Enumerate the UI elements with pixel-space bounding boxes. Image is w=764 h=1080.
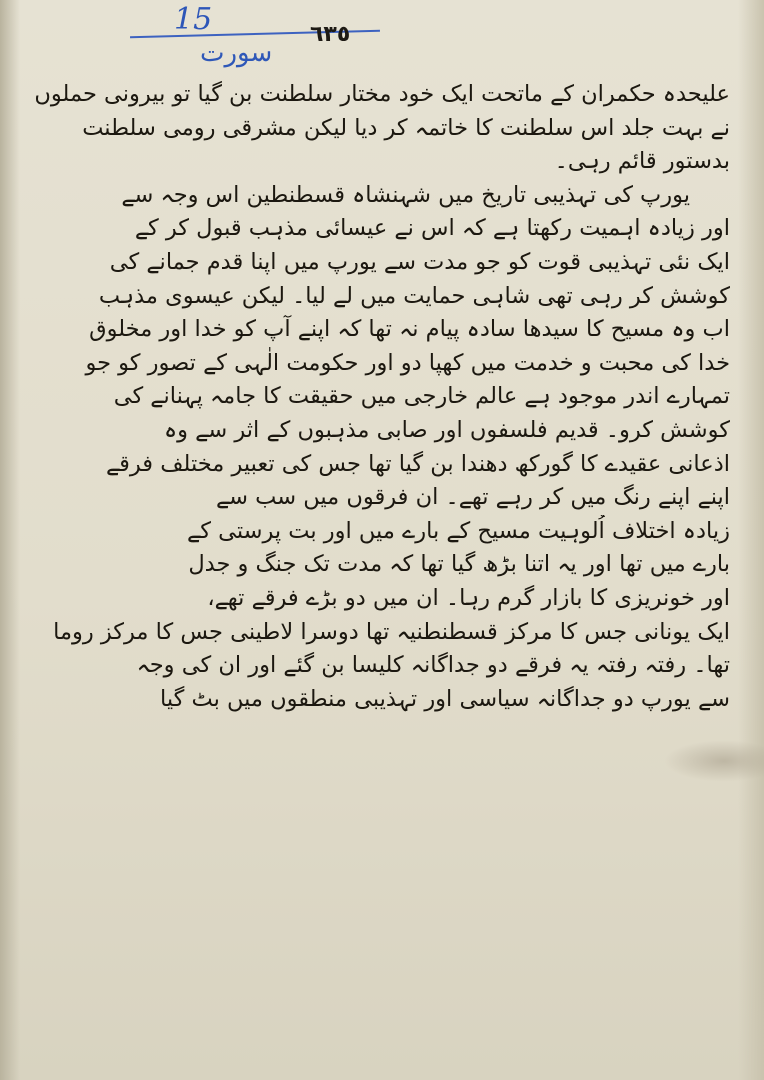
folio-number: 15 — [174, 2, 213, 37]
text-line: زیادہ اختلاف اُلوہیت مسیح کے بارے میں اور بت پرستی کے — [187, 517, 730, 544]
page-header — [130, 0, 390, 72]
page-number: ٦٣٥ — [310, 22, 351, 47]
text-line: بدستور قائم رہی۔ — [554, 148, 730, 175]
text-line: تھا۔ رفتہ رفتہ یہ فرقے دو جداگانہ کلیسا بن گئے اور ان کی وجہ — [136, 652, 730, 679]
text-line: یورپ کی تہذیبی تاریخ میں شہنشاہ قسطنطین اس وجہ سے — [121, 181, 690, 208]
text-line: نے بہت جلد اس سلطنت کا خاتمہ کر دیا لیکن مشرقی رومی سلطنت — [82, 114, 730, 141]
text-line: اپنے اپنے رنگ میں کر رہے تھے۔ ان فرقوں میں سب سے — [215, 484, 730, 511]
paper-stain — [664, 740, 764, 782]
text-line: اور زیادہ اہمیت رکھتا ہے کہ اس نے عیسائی مذہب قبول کر کے — [134, 215, 730, 242]
text-line: تمہارے اندر موجود ہے عالم خارجی میں حقیقت کا جامہ پہنانے کی — [113, 383, 730, 410]
text-line: بارے میں تھا اور یہ اتنا بڑھ گیا تھا کہ مدت تک جنگ و جدل — [188, 551, 730, 578]
text-line: علیحدہ حکمران کے ماتحت ایک خود مختار سلطنت بن گیا تو بیرونی حملوں — [34, 81, 730, 107]
page-edge-shadow-left — [0, 0, 20, 1080]
text-line: اب وہ مسیح کا سیدھا سادہ پیام نہ تھا کہ اپنے آپ کو خدا اور مخلوق — [89, 316, 730, 343]
text-line: کوشش کر رہی تھی شاہی حمایت میں لے لیا۔ لیکن عیسوی مذہب — [98, 282, 730, 309]
text-line: اور خونریزی کا بازار گرم رہا۔ ان میں دو بڑے فرقے تھے، — [207, 584, 730, 611]
chapter-title: سورت — [200, 38, 273, 68]
text-line: ایک یونانی جس کا مرکز قسطنطنیہ تھا دوسرا لاطینی جس کا مرکز روما — [53, 618, 730, 645]
body-text — [30, 78, 730, 716]
text-line: اذعانی عقیدے کا گورکھ دھندا بن گیا تھا جس کی تعبیر مختلف فرقے — [105, 450, 730, 477]
text-line: سے یورپ دو جداگانہ سیاسی اور تہذیبی منطقوں میں بٹ گیا — [159, 685, 730, 712]
text-line: کوشش کرو۔ قدیم فلسفوں اور صابی مذہبوں کے اثر سے وہ — [163, 416, 730, 443]
page-edge-shadow-right — [738, 0, 764, 1080]
text-line: ایک نئی تہذیبی قوت کو جو مدت سے یورپ میں اپنا قدم جمانے کی — [109, 248, 730, 275]
text-line: خدا کی محبت و خدمت میں کھپا دو اور حکومت الٰہی کے تصور کو جو — [85, 349, 730, 376]
